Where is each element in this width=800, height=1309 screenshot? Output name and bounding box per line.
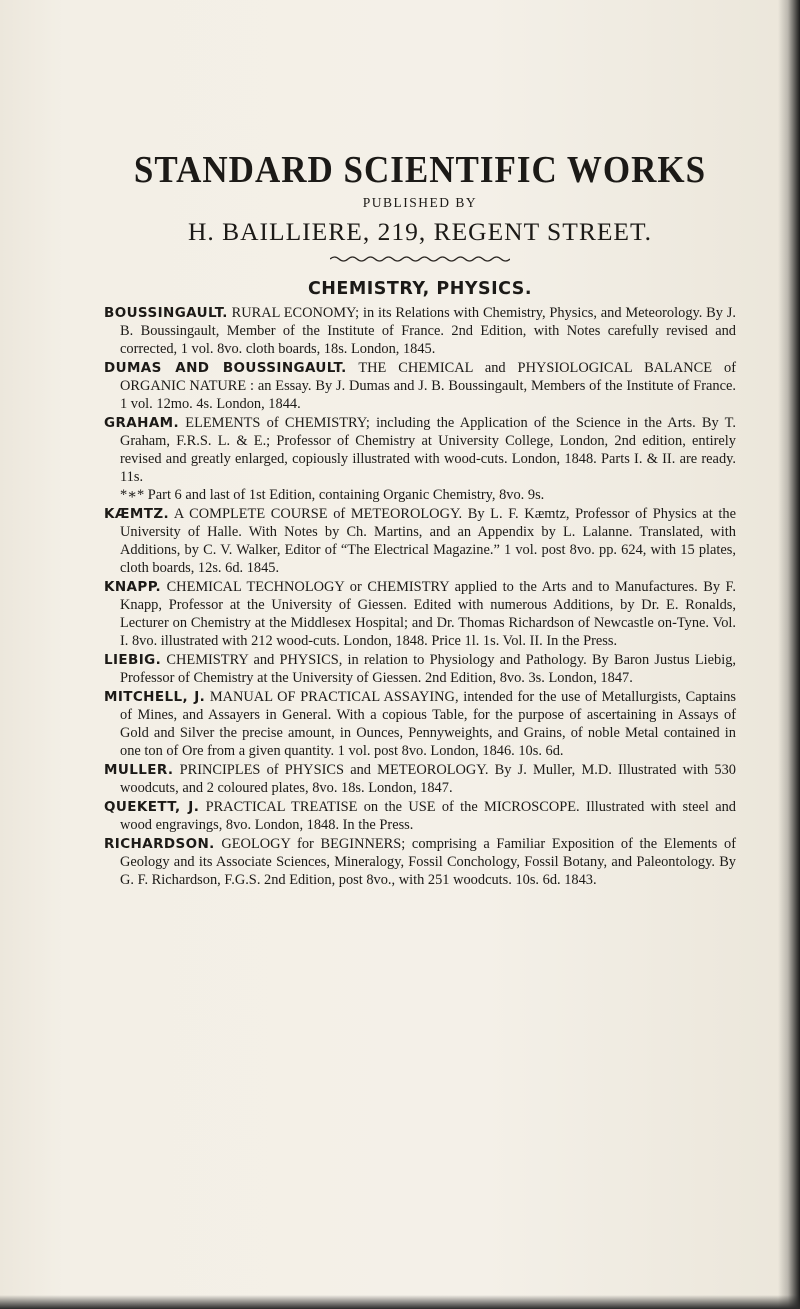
entry-author: DUMAS AND BOUSSINGAULT. xyxy=(104,360,347,376)
entry-author: BOUSSINGAULT. xyxy=(104,305,228,321)
entry-author: QUEKETT, J. xyxy=(104,799,200,815)
wavy-rule-ornament xyxy=(330,255,510,263)
section-heading: CHEMISTRY, PHYSICS. xyxy=(307,279,533,299)
publisher-line: H. BAILLIERE, 219, REGENT STREET. xyxy=(187,217,653,246)
entry-text: RURAL ECONOMY; in its Relations with Chemistry, Physics, and Meteorology. By J. B. Boussingault, Member of the Institute of France. 2nd Edition, with Notes carefully revised and corrected, 1 vol. 8vo. cloth boards, 18s. London, 1845. xyxy=(120,305,736,357)
entry-text: MANUAL OF PRACTICAL ASSAYING, intended for the use of Metallurgists, Captains of Mines, and Assayers in General. With a copious Table, for the purpose of ascertaining in Assays of Gold and Silver the precise amount, in Ounces, Pennyweights, and Grains, of noble Metal contained in one ton of Ore from a given quantity. 1 vol. post 8vo. London, 1846. 10s. 6d. xyxy=(120,689,736,759)
entry-text: THE CHEMICAL and PHYSIOLOGICAL BALANCE of ORGANIC NATURE : an Essay. By J. Dumas and J. B. Boussingault, Members of the Institute of France. 1 vol. 12mo. 4s. London, 1844. xyxy=(120,360,736,412)
entry-note: *∗* Part 6 and last of 1st Edition, containing Organic Chemistry, 8vo. 9s. xyxy=(120,487,545,503)
book-entry xyxy=(104,505,736,577)
entry-text: CHEMICAL TECHNOLOGY or CHEMISTRY applied to the Arts and to Manufactures. By F. Knapp, Professor at the University of Giessen. Edited with numerous Additions, by Dr. E. Ronalds, Lecturer on Chemistry at the Middlesex Hospital; and Dr. Thomas Richardson of Newcastle on-Tyne. Vol. I. 8vo. illustrated with 212 wood-cuts. London, 1848. Price 1l. 1s. Vol. II. In the Press. xyxy=(120,579,736,649)
entry-text: ELEMENTS of CHEMISTRY; including the Application of the Science in the Arts. By T. Graham, F.R.S. L. & E.; Professor of Chemistry at University College, London, 2nd edition, entirely revised and greatly enlarged, copiously illustrated with wood-cuts. London, 1848. Parts I. & II. are ready. 11s. xyxy=(120,415,736,485)
published-by-line: PUBLISHED BY xyxy=(362,195,478,210)
entry-text: A COMPLETE COURSE of METEOROLOGY. By L. F. Kæmtz, Professor of Physics at the University of Halle. With Notes by Ch. Martins, and an Appendix by L. Lalanne. Translated, with Additions, by C. V. Walker, Editor of “The Electrical Magazine.” 1 vol. post 8vo. pp. 624, with 15 plates, cloth boards, 12s. 6d. 1845. xyxy=(120,506,736,576)
book-entry xyxy=(104,414,736,504)
entry-author: MITCHELL, J. xyxy=(104,689,206,705)
book-entry xyxy=(104,304,736,358)
bottom-edge-shadow xyxy=(0,1295,800,1309)
entry-author: RICHARDSON. xyxy=(104,836,215,852)
book-entry xyxy=(104,688,736,760)
book-entry xyxy=(104,835,736,889)
entry-author: LIEBIG. xyxy=(104,652,162,668)
entry-text: PRACTICAL TREATISE on the USE of the MICROSCOPE. Illustrated with steel and wood engravings, 8vo. London, 1848. In the Press. xyxy=(120,799,736,833)
book-entry xyxy=(104,761,736,797)
entry-text: GEOLOGY for BEGINNERS; comprising a Familiar Exposition of the Elements of Geology and its Associate Sciences, Mineralogy, Fossil Conchology, Fossil Botany, and Paleontology. By G. F. Richardson, F.G.S. 2nd Edition, post 8vo., with 251 woodcuts. 10s. 6d. 1843. xyxy=(120,836,736,888)
book-entry xyxy=(104,651,736,687)
page-title: STANDARD SCIENTIFIC WORKS xyxy=(133,148,707,191)
catalogue-page xyxy=(104,150,736,890)
book-entry xyxy=(104,578,736,650)
entry-author: KÆMTZ. xyxy=(104,506,170,522)
entry-text: CHEMISTRY and PHYSICS, in relation to Physiology and Pathology. By Baron Justus Liebig, Professor of Chemistry at the University of Giessen. 2nd Edition, 8vo. 3s. London, 1847. xyxy=(120,652,736,686)
entry-author: KNAPP. xyxy=(104,579,162,595)
entry-author: MULLER. xyxy=(104,762,174,778)
book-entry xyxy=(104,798,736,834)
entry-author: GRAHAM. xyxy=(104,415,180,431)
book-entry xyxy=(104,359,736,413)
book-list xyxy=(104,304,736,889)
book-gutter-shadow xyxy=(778,0,800,1309)
entry-text: PRINCIPLES of PHYSICS and METEOROLOGY. By J. Muller, M.D. Illustrated with 530 woodcuts, and 2 coloured plates, 8vo. 18s. London, 1847. xyxy=(120,762,736,796)
